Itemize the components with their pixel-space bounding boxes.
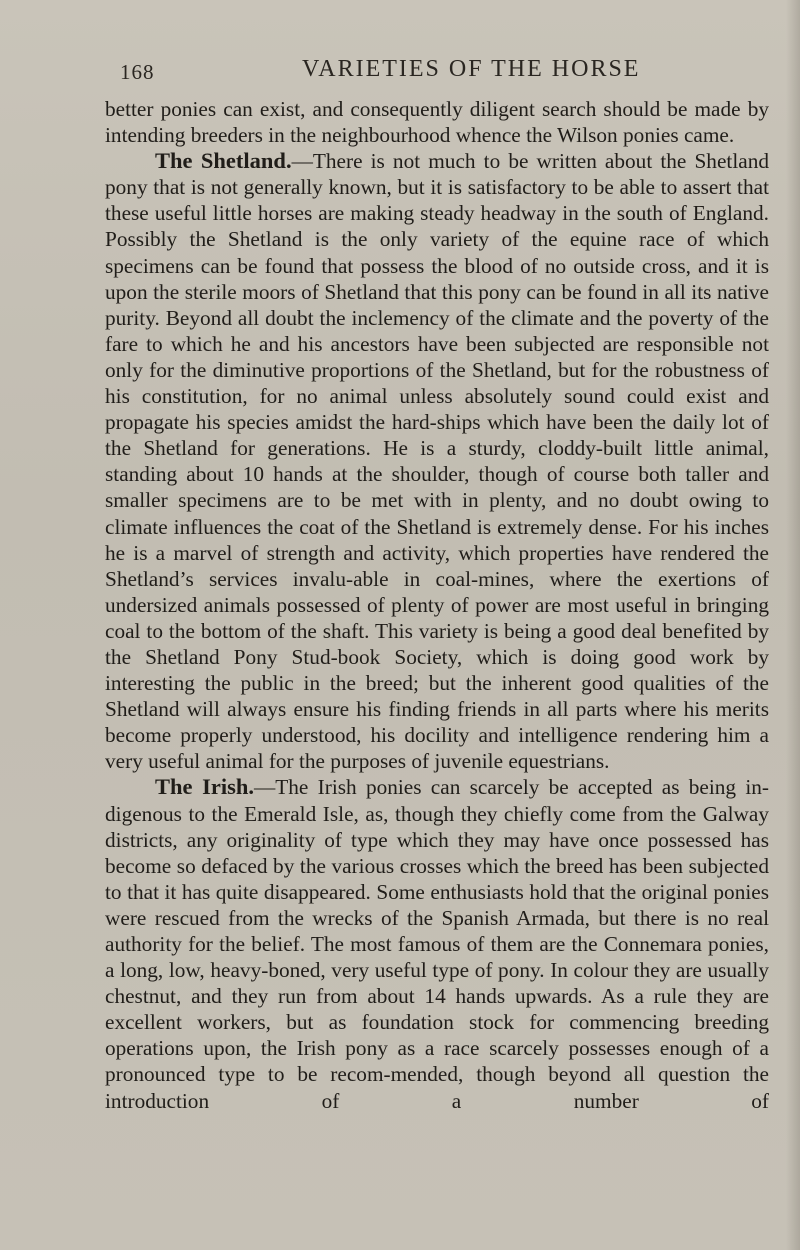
page-edge-shadow	[786, 0, 800, 1250]
body-text	[105, 96, 769, 1114]
paragraph-irish	[105, 774, 769, 1113]
section-heading-irish: The Irish.	[155, 774, 254, 800]
paragraph-shetland-text: —There is not much to be written about the Shetland pony that is not generally known, but it is satisfactory to be able to assert that these useful little horses are making steady headway in the south of England. Possibly the Shetland is the only variety of the equine race of which specimens can be found that possess the blood of no outside cross, and it is upon the sterile moors of Shetland that this pony can be found in all its native purity. Beyond all doubt the inclemency of the climate and the poverty of the fare to which he and his ancestors have been subjected are responsible not only for the diminutive proportions of the Shetland, but for the robustness of his constitution, for no animal unless absolutely sound could exist and propagate his species amidst the hard-ships which have been the daily lot of the Shetland for generations. He is a sturdy, cloddy-built little animal, standing about 10 hands at the shoulder, though of course both taller and smaller specimens are to be met with in plenty, and no doubt owing to climate influences the coat of the Shetland is extremely dense. For his inches he is a marvel of strength and activity, which properties have rendered the Shetland’s services invalu-able in coal-mines, where the exertions of undersized animals possessed of plenty of power are most useful in bringing coal to the bottom of the shaft. This variety is being a good deal benefited by the Shetland Pony Stud-book Society, which is doing good work by interesting the public in the breed; but the inherent good qualities of the Shetland will always ensure his finding friends in all parts where his merits become properly understood, his docility and intelligence rendering him a very useful animal for the purposes of juvenile equestrians.	[105, 149, 769, 774]
section-heading-shetland: The Shetland.	[155, 148, 292, 174]
page-number: 168	[120, 60, 155, 84]
running-title: VARIETIES OF THE HORSE	[302, 56, 641, 82]
paragraph-continuation: better ponies can exist, and consequently diligent search should be made by intending breeders in the neighbourhood whence the Wilson ponies came.	[105, 97, 769, 148]
page-header	[0, 52, 800, 82]
paragraph-irish-text: —The Irish ponies can scarcely be accepted as being in-digenous to the Emerald Isle, as, though they chiefly come from the Galway districts, any originality of type which they may have once possessed has become so defaced by the various crosses which the breed has been subjected to that it has quite disappeared. Some enthusiasts hold that the original ponies were rescued from the wrecks of the Spanish Armada, but there is no real authority for the belief. The most famous of them are the Connemara ponies, a long, low, heavy-boned, very useful type of pony. In colour they are usually chestnut, and they run from about 14 hands upwards. As a rule they are excellent workers, but as foundation stock for commencing breeding operations upon, the Irish pony as a race scarcely possesses enough of a pronounced type to be recom-mended, though beyond all question the introduction of a number of	[105, 775, 769, 1113]
paragraph-shetland	[105, 148, 769, 774]
